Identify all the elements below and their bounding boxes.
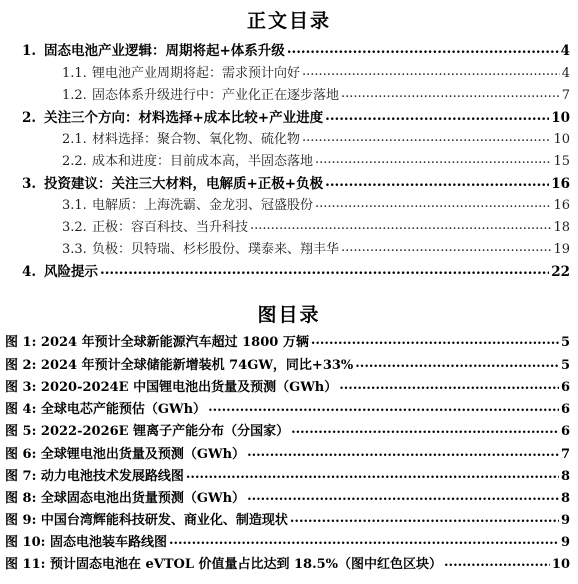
dot-leader bbox=[311, 333, 559, 346]
figure-entry-page: 8 bbox=[560, 469, 570, 484]
figures-title: 图目录 bbox=[257, 304, 321, 326]
figure-entry[interactable] bbox=[5, 354, 570, 373]
dot-leader bbox=[247, 489, 559, 502]
figure-entry-label: 图 3: 2020-2024E 中国锂电池出货量及预测（GWh） bbox=[5, 380, 338, 395]
dot-leader bbox=[315, 152, 551, 165]
toc-entry-number: 1.2. bbox=[62, 88, 87, 103]
toc-entry[interactable] bbox=[22, 260, 570, 280]
figure-entry-page: 5 bbox=[560, 335, 570, 350]
figure-entry[interactable] bbox=[5, 487, 570, 506]
figure-entry[interactable] bbox=[5, 509, 570, 528]
toc-entry-label: 固态体系升级进行中：产业化正在逐步落地 bbox=[92, 88, 340, 103]
figure-entry[interactable] bbox=[5, 465, 570, 484]
figure-entry[interactable] bbox=[5, 398, 570, 417]
figure-entry-label: 图 1: 2024 年预计全球新能源汽车超过 1800 万辆 bbox=[5, 335, 309, 350]
figure-entry-label: 图 11: 预计固态电池在 eVTOL 价值量占比达到 18.5%（图中红色区块） bbox=[5, 557, 443, 572]
figure-entry[interactable] bbox=[5, 443, 570, 462]
dot-leader bbox=[287, 42, 559, 56]
toc-entry-label: 正极：容百科技、当升科技 bbox=[92, 220, 249, 235]
dot-leader bbox=[339, 378, 559, 391]
figure-entry-page: 8 bbox=[560, 491, 570, 506]
toc-entry-number: 4. bbox=[22, 264, 37, 280]
figure-entry-label: 图 6: 全球锂电池出货量及预测（GWh） bbox=[5, 447, 246, 462]
toc-entry-number: 3.1. bbox=[62, 198, 87, 213]
figure-entry-page: 9 bbox=[560, 513, 570, 528]
toc-entry-label: 风险提示 bbox=[44, 264, 98, 280]
toc-entry-number: 3.3. bbox=[62, 242, 87, 257]
dot-leader bbox=[100, 263, 549, 277]
dot-leader bbox=[341, 240, 551, 253]
dot-leader bbox=[290, 511, 559, 524]
toc-entry[interactable] bbox=[62, 84, 570, 103]
toc-entry-page: 10 bbox=[553, 132, 570, 147]
toc-entry[interactable] bbox=[62, 216, 570, 235]
toc-entry-label: 关注三个方向：材料选择+成本比较+产业进度 bbox=[44, 110, 324, 126]
toc-entry[interactable] bbox=[62, 194, 570, 213]
toc-entry-number: 3.2. bbox=[62, 220, 87, 235]
toc-entry-page: 15 bbox=[553, 154, 570, 169]
figure-entry-page: 5 bbox=[560, 358, 570, 373]
figure-entry[interactable] bbox=[5, 331, 570, 350]
toc-entry[interactable] bbox=[22, 106, 570, 126]
toc-entry-number: 3. bbox=[22, 176, 37, 192]
dot-leader bbox=[325, 175, 549, 189]
toc-entry-page: 4 bbox=[560, 43, 570, 59]
toc-entry-label: 负极：贝特瑞、杉杉股份、璞泰来、翔丰华 bbox=[92, 242, 340, 257]
dot-leader bbox=[325, 109, 549, 123]
dot-leader bbox=[291, 422, 559, 435]
figure-entry[interactable] bbox=[5, 420, 570, 439]
figure-entry-label: 图 5: 2022-2026E 锂离子产能分布（分国家） bbox=[5, 424, 290, 439]
dot-leader bbox=[247, 445, 559, 458]
figure-entry-label: 图 7: 动力电池技术发展路线图 bbox=[5, 469, 184, 484]
toc-entry-label: 固态电池产业逻辑：周期将起+体系升级 bbox=[44, 43, 285, 59]
toc-entry-label: 材料选择：聚合物、氧化物、硫化物 bbox=[92, 132, 301, 147]
dot-leader bbox=[315, 196, 551, 209]
toc-entry-label: 电解质：上海洗霸、金龙羽、冠盛股份 bbox=[92, 198, 314, 213]
toc-entry[interactable] bbox=[22, 172, 570, 192]
dot-leader bbox=[302, 130, 551, 143]
toc-entry-page: 4 bbox=[561, 66, 570, 81]
toc-entry[interactable] bbox=[22, 39, 570, 59]
toc-entry-label: 成本和进度：目前成本高，半固态落地 bbox=[92, 154, 314, 169]
toc-entry[interactable] bbox=[62, 128, 570, 147]
toc-entry-page: 16 bbox=[553, 198, 570, 213]
figure-entry-page: 6 bbox=[560, 402, 570, 417]
toc-entry-page: 16 bbox=[551, 176, 570, 192]
toc-entry-number: 2. bbox=[22, 110, 37, 126]
toc-entry[interactable] bbox=[62, 150, 570, 169]
toc-entry-number: 2.1. bbox=[62, 132, 87, 147]
figure-entry-page: 6 bbox=[560, 424, 570, 439]
dot-leader bbox=[208, 400, 559, 413]
dot-leader bbox=[444, 555, 550, 568]
toc-entry-number: 2.2. bbox=[62, 154, 87, 169]
toc-entry-number: 1. bbox=[22, 43, 37, 59]
toc-entry-page: 7 bbox=[561, 88, 570, 103]
dot-leader bbox=[169, 533, 559, 546]
figure-entry[interactable] bbox=[5, 553, 570, 572]
figure-entry-label: 图 4: 全球电芯产能预估（GWh） bbox=[5, 402, 207, 417]
toc-entry-number: 1.1. bbox=[62, 66, 87, 81]
toc-title: 正文目录 bbox=[246, 10, 331, 32]
figure-entry-label: 图 9: 中国台湾辉能科技研发、商业化、制造现状 bbox=[5, 513, 288, 528]
toc-entry-page: 10 bbox=[551, 110, 570, 126]
toc-entry-label: 投资建议：关注三大材料，电解质+正极+负极 bbox=[44, 176, 324, 192]
dot-leader bbox=[341, 86, 560, 99]
dot-leader bbox=[355, 356, 559, 369]
dot-leader bbox=[302, 64, 560, 77]
figure-entry-page: 10 bbox=[551, 557, 570, 572]
dot-leader bbox=[250, 218, 551, 231]
figure-entry-label: 图 10: 固态电池装车路线图 bbox=[5, 535, 167, 550]
toc-entry[interactable] bbox=[62, 238, 570, 257]
toc-entry[interactable] bbox=[62, 62, 570, 81]
figure-entry[interactable] bbox=[5, 376, 570, 395]
figure-entry[interactable] bbox=[5, 531, 570, 550]
toc-entry-page: 18 bbox=[553, 220, 570, 235]
dot-leader bbox=[186, 467, 559, 480]
figure-entry-label: 图 8: 全球固态电池出货量预测（GWh） bbox=[5, 491, 246, 506]
figure-entry-page: 9 bbox=[560, 535, 570, 550]
toc-entry-page: 19 bbox=[553, 242, 570, 257]
figure-entry-label: 图 2: 2024 年预计全球储能新增装机 74GW，同比+33% bbox=[5, 358, 354, 373]
figure-entry-page: 6 bbox=[560, 380, 570, 395]
toc-entry-page: 22 bbox=[551, 264, 570, 280]
toc-entry-label: 锂电池产业周期将起：需求预计向好 bbox=[92, 66, 301, 81]
figure-entry-page: 7 bbox=[560, 447, 570, 462]
